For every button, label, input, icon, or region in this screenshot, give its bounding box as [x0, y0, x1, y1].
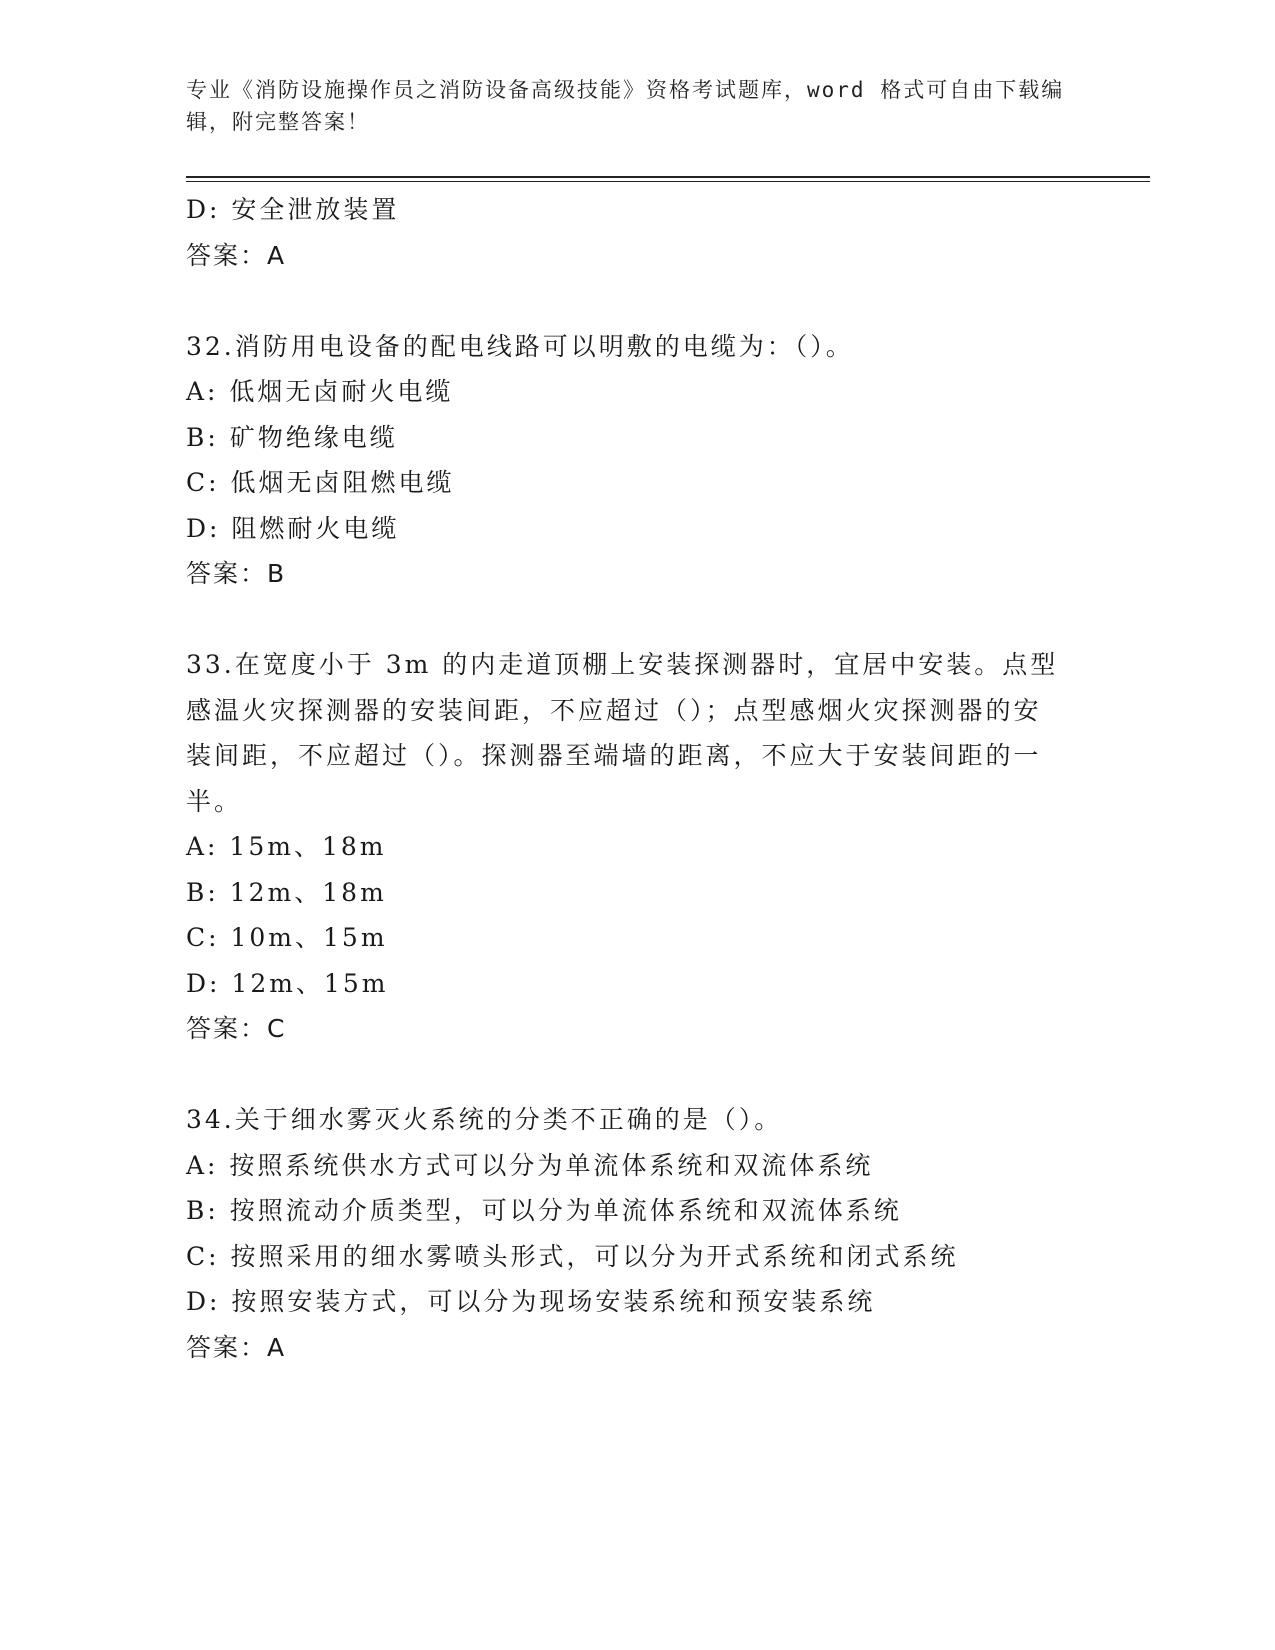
answer-line: 答案：A: [186, 240, 287, 270]
question-stem: 34.关于细水雾灭火系统的分类不正确的是（）。: [186, 1105, 783, 1134]
answer-line: 答案：A: [186, 1332, 287, 1362]
option-d: D: 阻燃耐火电缆: [186, 513, 400, 543]
option-a: A: 15m、18m: [186, 832, 387, 861]
option-d: D: 按照安装方式，可以分为现场安装系统和预安装系统: [186, 1287, 876, 1316]
option-d: D: 12m、15m: [186, 968, 389, 998]
spacer: [186, 597, 1066, 643]
option-a: A: 低烟无卤耐火电缆: [186, 377, 454, 406]
question-33: [186, 642, 1066, 1052]
option-c: C: 低烟无卤阻燃电缆: [186, 468, 455, 497]
answer-line: 答案：C: [186, 1014, 287, 1043]
question-stem: 32.消防用电设备的配电线路可以明敷的电缆为：（）。: [186, 331, 854, 361]
option-c: C: 按照采用的细水雾喷头形式，可以分为开式系统和闭式系统: [186, 1241, 959, 1271]
question-list: [186, 187, 1066, 1370]
header-rule-thin: [186, 181, 1150, 182]
question-34: [186, 1097, 1066, 1370]
option-d: D: 安全泄放装置: [186, 195, 400, 224]
spacer: [186, 278, 1066, 324]
option-c: C: 10m、15m: [186, 923, 388, 952]
option-b: B: 12m、18m: [186, 877, 387, 907]
document-header: 专业《消防设施操作员之消防设备高级技能》资格考试题库，word 格式可自由下载编辑，附完整答案！: [186, 78, 1065, 134]
question-32: [186, 324, 1066, 597]
option-b: B: 矿物绝缘电缆: [186, 422, 398, 452]
answer-line: 答案：B: [186, 559, 287, 588]
option-a: A: 按照系统供水方式可以分为单流体系统和双流体系统: [186, 1150, 874, 1180]
header-rule-thick: [186, 176, 1150, 178]
spacer: [186, 1052, 1066, 1098]
option-b: B: 按照流动介质类型，可以分为单流体系统和双流体系统: [186, 1196, 902, 1225]
question-stem: 33.在宽度小于 3m 的内走道顶棚上安装探测器时，宜居中安装。点型感温火灾探测器的安装间距，不应超过（）；点型感烟火灾探测器的安装间距，不应超过（）。探测器至端墙的距离，不应大于安装间距的一半。: [186, 650, 1059, 816]
